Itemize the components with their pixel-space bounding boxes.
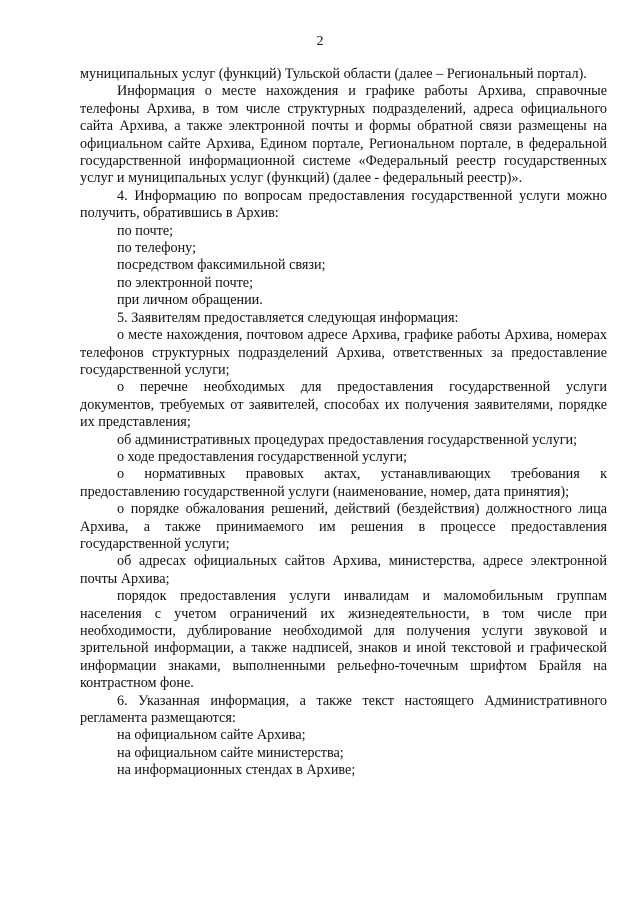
paragraph: 4. Информацию по вопросам предоставления государственной услуги можно получить, обратившись в Архив: <box>80 187 607 222</box>
paragraph: о нормативных правовых актах, устанавливающих требования к предоставлению государственной услуги (наименование, номер, дата принятия); <box>80 466 607 500</box>
list-item: при личном обращении. <box>117 292 263 309</box>
document-body <box>80 66 607 780</box>
list-item: по электронной почте; <box>117 274 254 291</box>
paragraph: о ходе предоставления государственной услуги; <box>117 448 408 465</box>
page-number: 2 <box>316 34 324 49</box>
paragraph: 6. Указанная информация, а также текст настоящего Административного регламента размещаются: <box>80 692 607 727</box>
paragraph: о месте нахождения, почтовом адресе Архива, графике работы Архива, номерах телефонов структурных подразделений Архива, ответственных за предоставление государственной услуги; <box>80 327 607 378</box>
paragraph: муниципальных услуг (функций) Тульской области (далее – Региональный портал). <box>80 66 587 82</box>
paragraph: порядок предоставления услуги инвалидам и маломобильным группам населения с учетом ограничений их жизнедеятельности, в том числе при необходимости, дублирование необходимой для получения услуги звуковой и зрительной информации, а также надписей, знаков и иной текстовой и графической информации знаками, выполненными рельефно-точечным шрифтом Брайля на контрастном фоне. <box>80 588 607 692</box>
list-item: на официальном сайте Архива; <box>117 727 306 744</box>
list-item: на информационных стендах в Архиве; <box>117 762 356 779</box>
paragraph: Информация о месте нахождения и графике работы Архива, справочные телефоны Архива, в том числе структурных подразделений, адреса официального сайта Архива, а также электронной почты и формы обратной связи размещены на официальном сайте Архива, Едином портале, Региональном портале, в федеральной государственной информационной системе «Федеральный реестр государственных услуг и муниципальных услуг (функций) (далее - федеральный реестр)». <box>80 83 607 187</box>
paragraph: об адресах официальных сайтов Архива, министерства, адресе электронной почты Архива; <box>80 553 607 587</box>
list-item: на официальном сайте министерства; <box>117 744 344 761</box>
paragraph: об административных процедурах предоставления государственной услуги; <box>117 431 578 448</box>
list-item: по телефону; <box>117 240 197 257</box>
paragraph: о порядке обжалования решений, действий (бездействия) должностного лица Архива, а также принимаемого им решения в процессе предоставления государственной услуги; <box>80 501 607 552</box>
paragraph: о перечне необходимых для предоставления государственной услуги документов, требуемых от заявителей, способах их получения заявителями, порядке их представления; <box>80 379 607 431</box>
paragraph: 5. Заявителям предоставляется следующая информация: <box>117 309 459 326</box>
list-item: по почте; <box>117 222 174 239</box>
list-item: посредством факсимильной связи; <box>117 257 326 274</box>
